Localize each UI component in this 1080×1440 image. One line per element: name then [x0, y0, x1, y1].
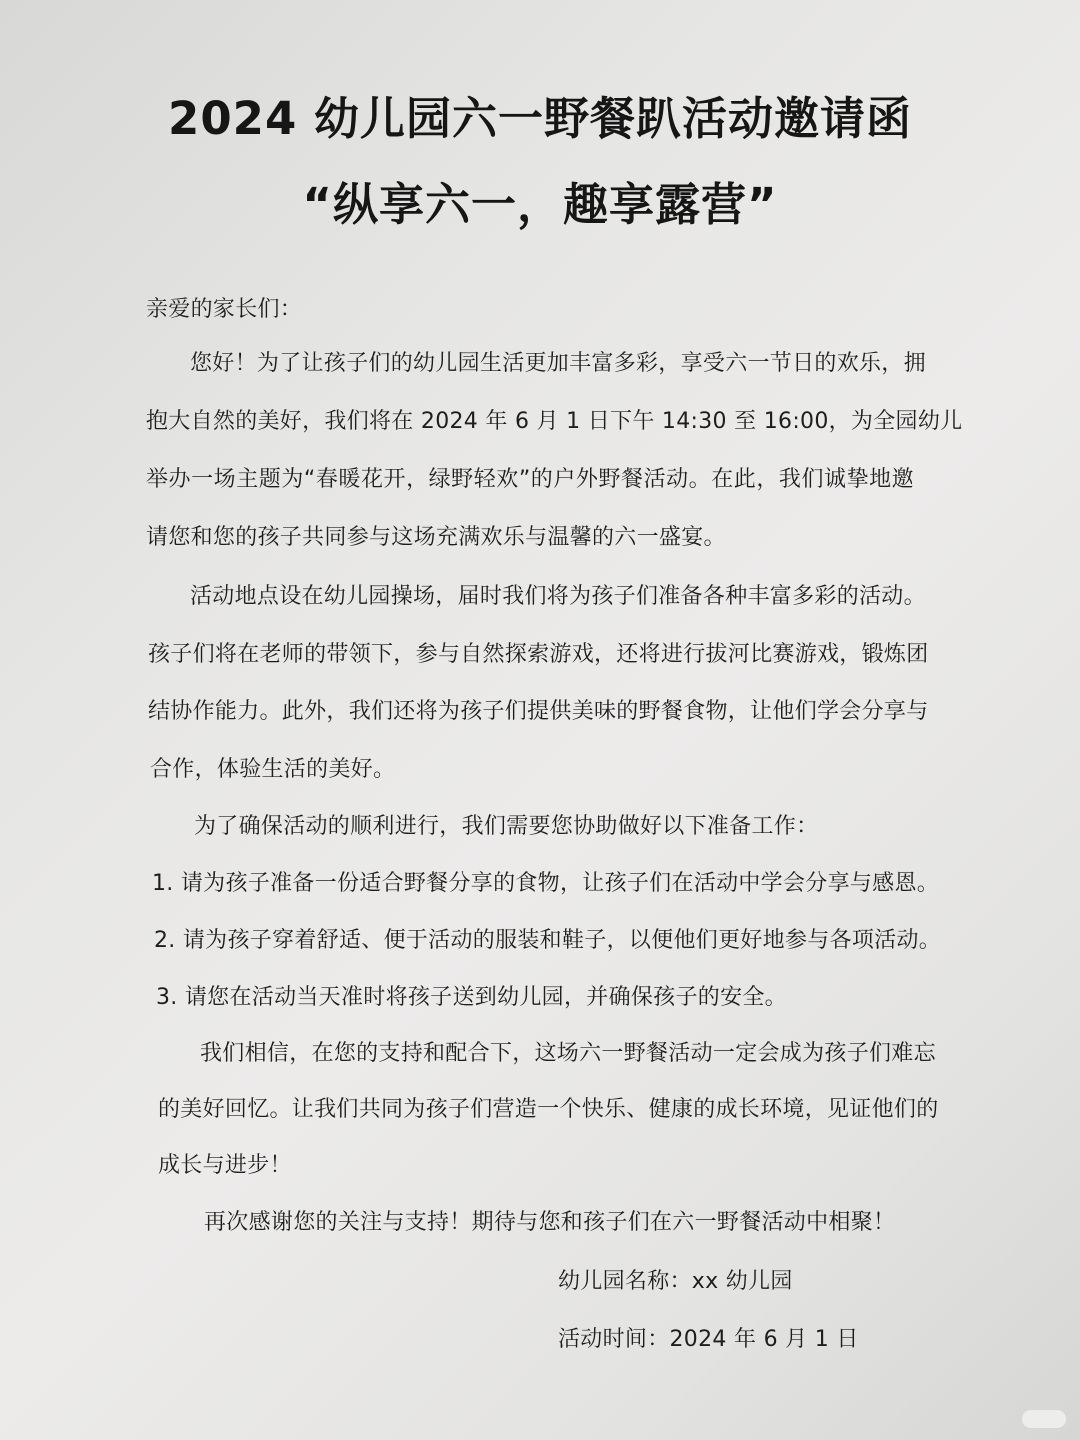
paragraph-4-line-2: 的美好回忆。让我们共同为孩子们营造一个快乐、健康的成长环境，见证他们的 [158, 1097, 939, 1122]
document-title: 2024 幼儿园六一野餐趴活动邀请函 [168, 92, 912, 145]
paragraph-4-line-1: 我们相信，在您的支持和配合下，这场六一野餐活动一定会成为孩子们难忘 [200, 1041, 936, 1066]
list-item-3: 3. 请您在活动当天准时将孩子送到幼儿园，并确保孩子的安全。 [156, 985, 787, 1010]
paragraph-4-line-3: 成长与进步！ [158, 1153, 292, 1178]
event-date: 活动时间：2024 年 6 月 1 日 [558, 1327, 859, 1352]
list-item-1: 1. 请为孩子准备一份适合野餐分享的食物，让孩子们在活动中学会分享与感恩。 [152, 871, 940, 896]
paragraph-2-line-3: 结协作能力。此外，我们还将为孩子们提供美味的野餐食物，让他们学会分享与 [148, 699, 929, 724]
kindergarten-name: 幼儿园名称：xx 幼儿园 [558, 1269, 793, 1294]
paragraph-2-line-4: 合作，体验生活的美好。 [150, 757, 396, 782]
paragraph-2-line-1: 活动地点设在幼儿园操场，届时我们将为孩子们准备各种丰富多彩的活动。 [190, 584, 926, 609]
paragraph-5: 再次感谢您的关注与支持！期待与您和孩子们在六一野餐活动中相聚！ [204, 1210, 896, 1235]
list-item-2: 2. 请为孩子穿着舒适、便于活动的服装和鞋子，以便他们更好地参与各项活动。 [154, 928, 942, 953]
greeting: 亲爱的家长们： [146, 297, 303, 322]
paragraph-1-line-2: 抱大自然的美好，我们将在 2024 年 6 月 1 日下午 14:30 至 16:00，为全园幼儿 [146, 409, 963, 434]
paragraph-3: 为了确保活动的顺利进行，我们需要您协助做好以下准备工作： [194, 814, 819, 839]
paragraph-1-line-1: 您好！为了让孩子们的幼儿园生活更加丰富多彩，享受六一节日的欢乐，拥 [190, 351, 926, 376]
corner-watermark-badge [1022, 1410, 1066, 1428]
paragraph-1-line-3: 举办一场主题为“春暖花开，绿野轻欢”的户外野餐活动。在此，我们诚挚地邀 [146, 467, 914, 492]
paragraph-2-line-2: 孩子们将在老师的带领下，参与自然探索游戏，还将进行拔河比赛游戏，锻炼团 [148, 642, 929, 667]
document-subtitle: “纵享六一，趣享露营” [302, 178, 778, 231]
paragraph-1-line-4: 请您和您的孩子共同参与这场充满欢乐与温馨的六一盛宴。 [146, 525, 726, 550]
